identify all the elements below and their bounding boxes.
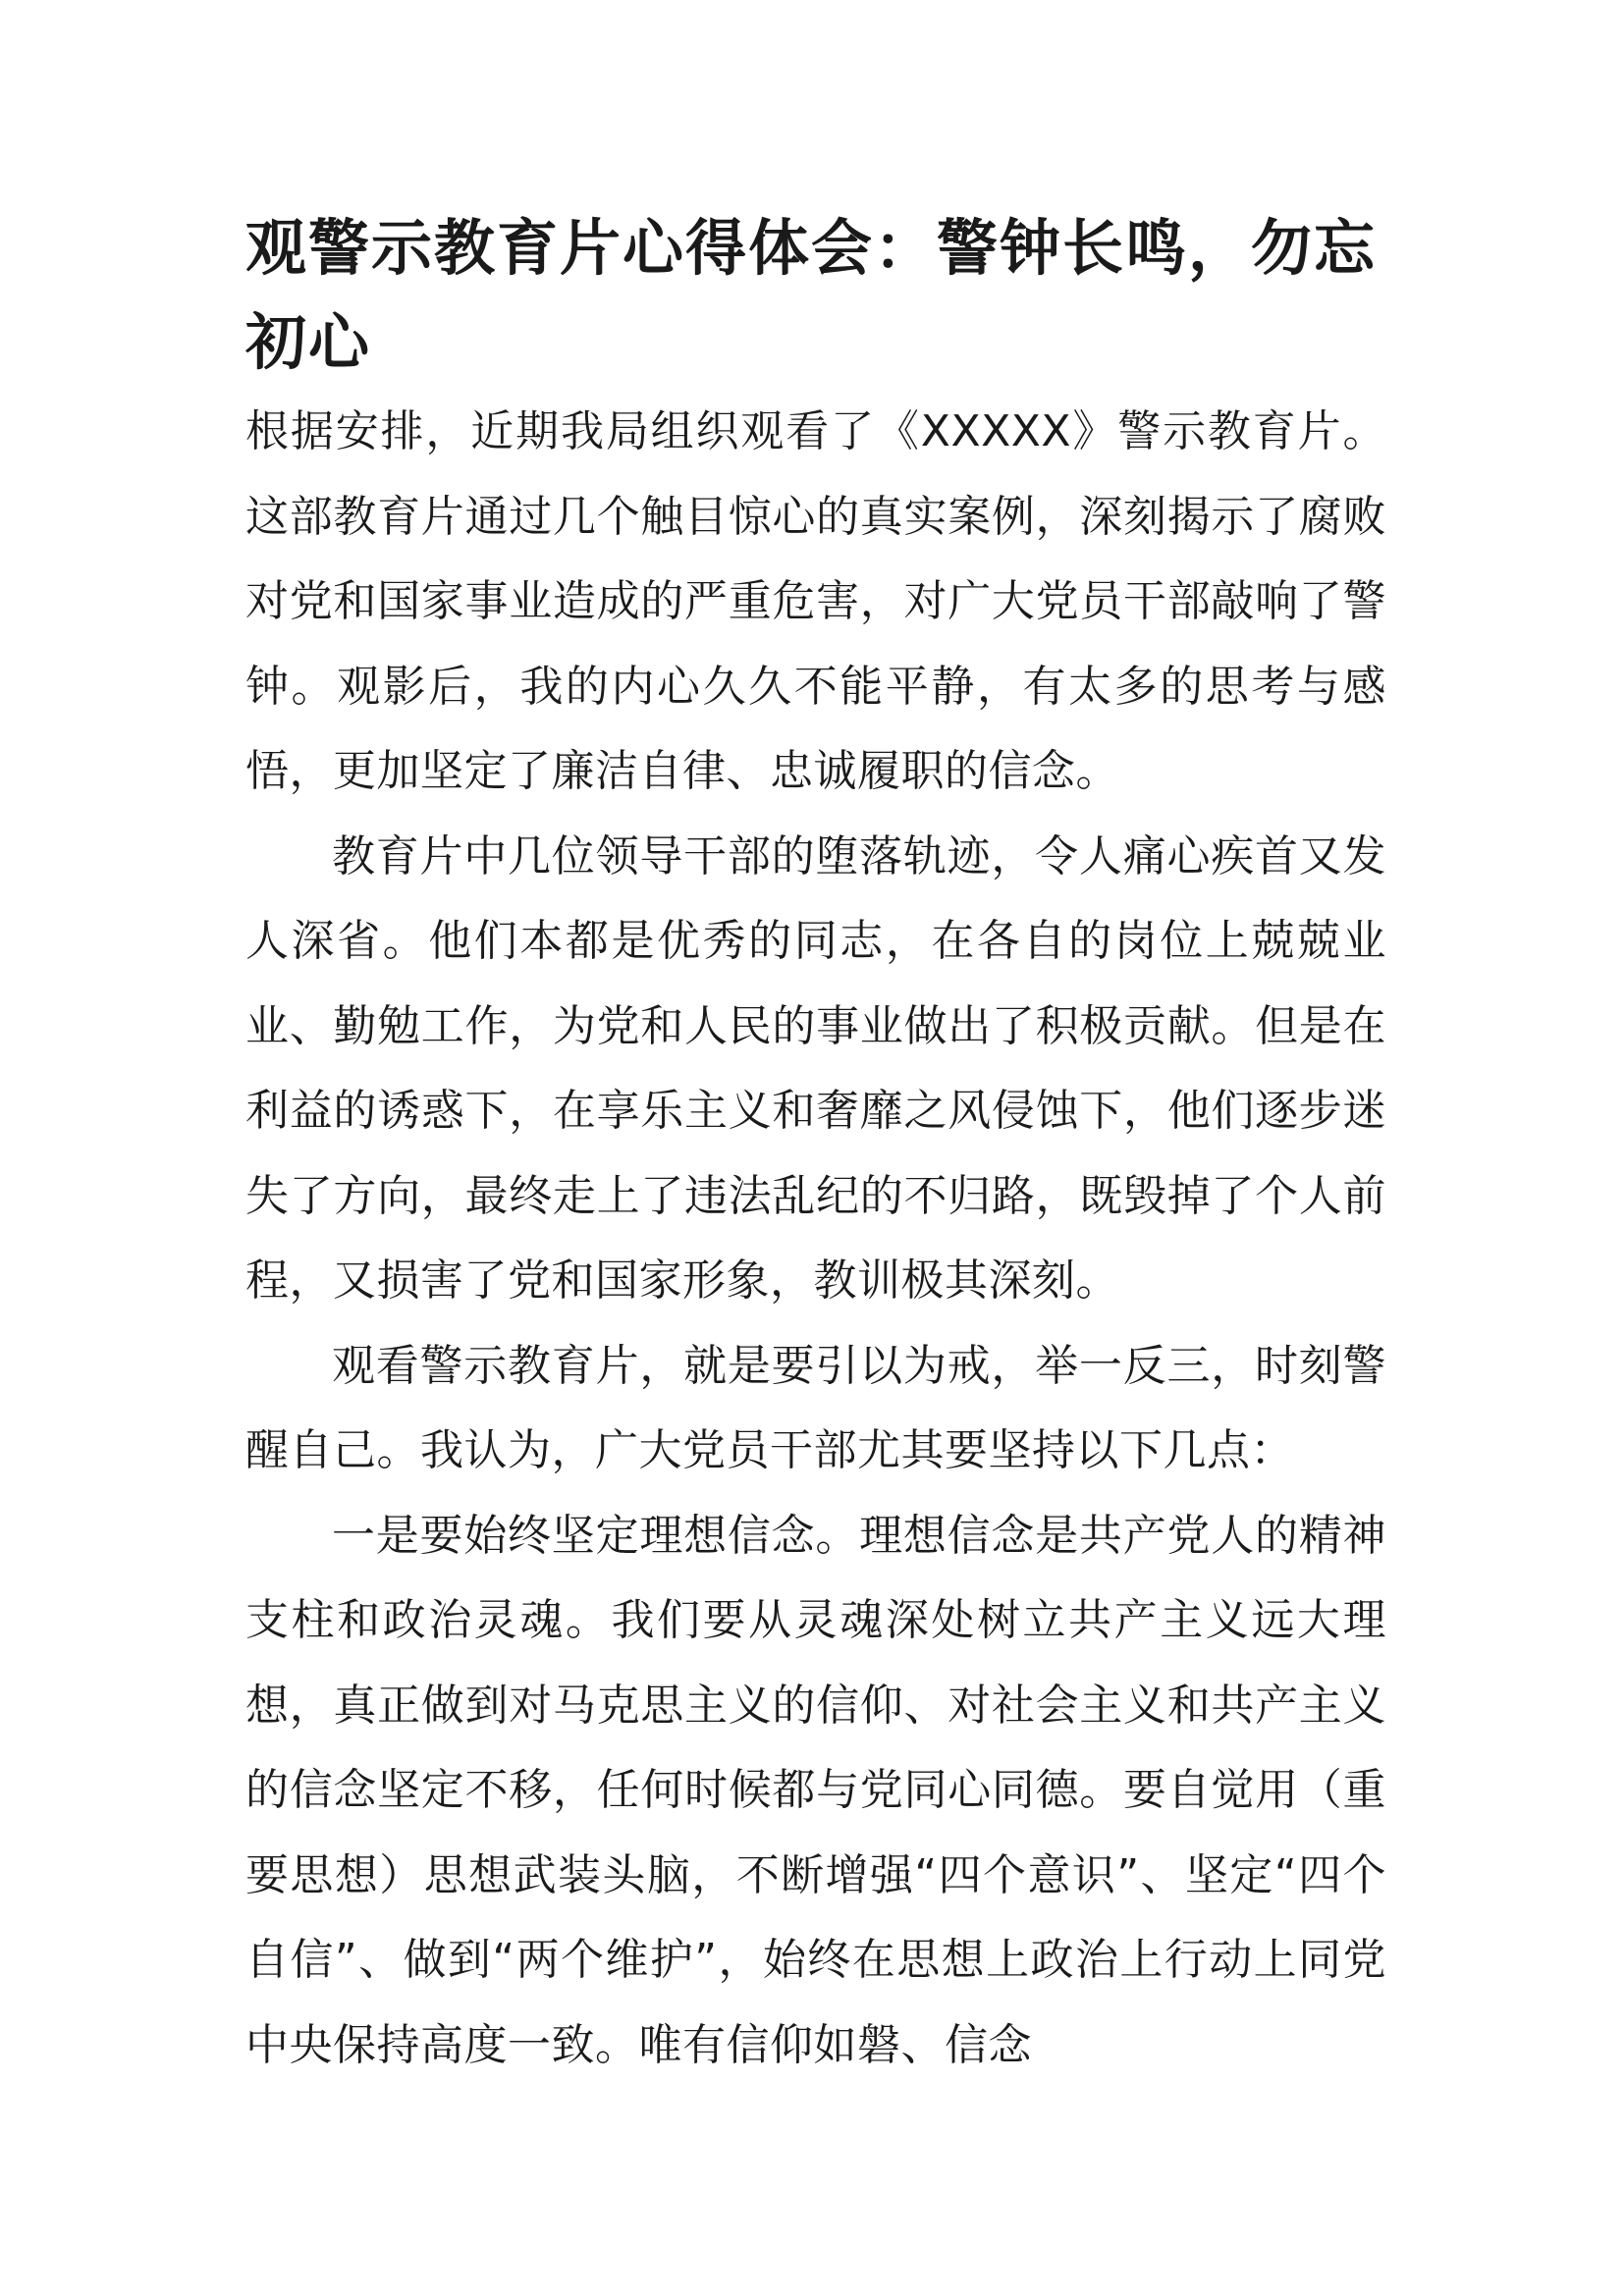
document-title: 观警示教育片心得体会：警钟长鸣，勿忘初心	[245, 212, 1378, 378]
paragraph-lessons: 教育片中几位领导干部的堕落轨迹，令人痛心疾首又发人深省。他们本都是优秀的同志，在各自的岗位上兢兢业业、勤勉工作，为党和人民的事业做出了积极贡献。但是在利益的诱惑下，在享乐主义和奢靡之风侵蚀下，他们逐步迷失了方向，最终走上了违法乱纪的不归路，既毁掉了个人前程，又损害了党和国家形象，教训极其深刻。	[245, 830, 1386, 1306]
paragraph-point-one: 一是要始终坚定理想信念。理想信念是共产党人的精神支柱和政治灵魂。我们要从灵魂深处树立共产主义远大理想，真正做到对马克思主义的信仰、对社会主义和共产主义的信念坚定不移，任何时候都与党同心同德。要自觉用（重要思想）思想武装头脑，不断增强“四个意识”、坚定“四个自信”、做到“两个维护”，始终在思想上政治上行动上同党中央保持高度一致。唯有信仰如磐、信念	[245, 1510, 1386, 2070]
paragraph-intro: 根据安排，近期我局组织观看了《XXXXX》警示教育片。这部教育片通过几个触目惊心的真实案例，深刻揭示了腐败对党和国家事业造成的严重危害，对广大党员干部敲响了警钟。观影后，我的内心久久不能平静，有太多的思考与感悟，更加坚定了廉洁自律、忠诚履职的信念。	[245, 406, 1386, 796]
document-page	[245, 201, 1386, 2088]
paragraph-warning: 观看警示教育片，就是要引以为戒，举一反三，时刻警醒自己。我认为，广大党员干部尤其要坚持以下几点：	[245, 1340, 1386, 1475]
